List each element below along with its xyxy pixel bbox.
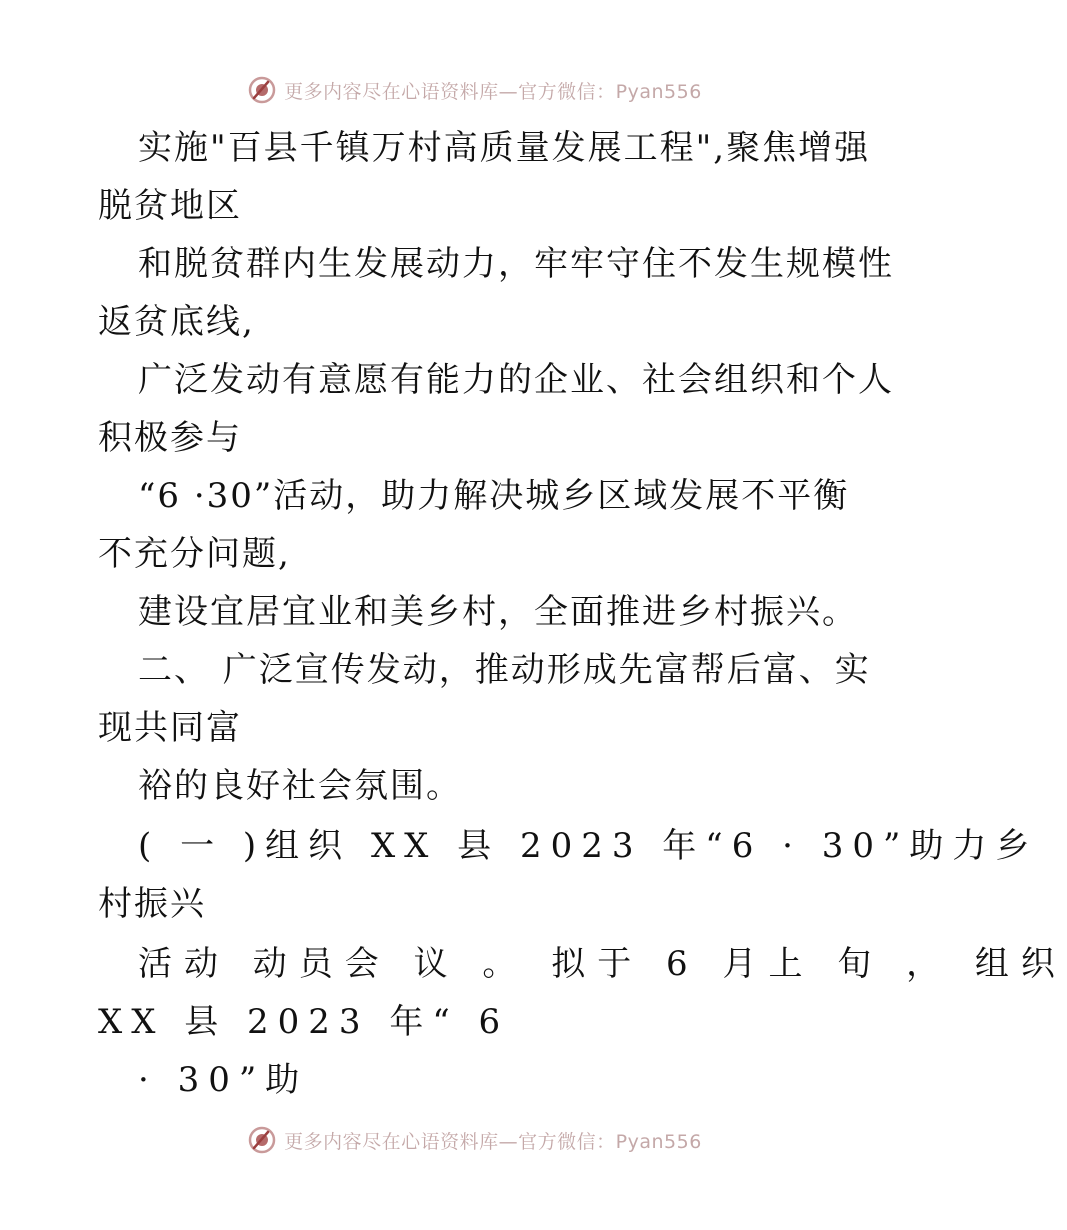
body-line: · 30”助 [138,1060,309,1100]
footer-watermark-banner [0,1120,950,1160]
body-line: 脱贫地区 [98,186,242,226]
body-line: XX 县 2023 年“ 6 [98,1002,510,1042]
body-line: “6 ·30”活动，助力解决城乡区域发展不平衡 [138,476,850,516]
body-line: 广泛发动有意愿有能力的企业、社会组织和个人 [138,360,894,400]
footer-watermark-text: 更多内容尽在心语资料库—官方微信：Pyan556 [284,1130,702,1153]
body-line: 实施"百县千镇万村高质量发展工程",聚焦增强 [138,128,871,168]
body-line: 返贫底线, [98,302,255,342]
pen-seal-icon [248,1126,276,1154]
body-line: 积极参与 [98,418,242,458]
body-line: ( 一 )组织 XX 县 2023 年“6 · 30”助力乡 [138,826,1039,866]
body-line: 建设宜居宜业和美乡村，全面推进乡村振兴。 [138,592,858,632]
body-line: 不充分问题, [98,534,291,574]
body-line: 和脱贫群内生发展动力，牢牢守住不发生规模性 [138,244,894,284]
body-line: 二、 广泛宣传发动，推动形成先富帮后富、实 [138,650,871,690]
body-line: 现共同富 [98,708,242,748]
body-line: 裕的良好社会氛围。 [138,766,462,806]
body-line: 村振兴 [98,884,206,924]
body-line: 活动 动员会 议 。 拟于 6 月上 旬 ， 组织 [138,944,1067,984]
header-watermark-text: 更多内容尽在心语资料库—官方微信：Pyan556 [284,80,702,103]
